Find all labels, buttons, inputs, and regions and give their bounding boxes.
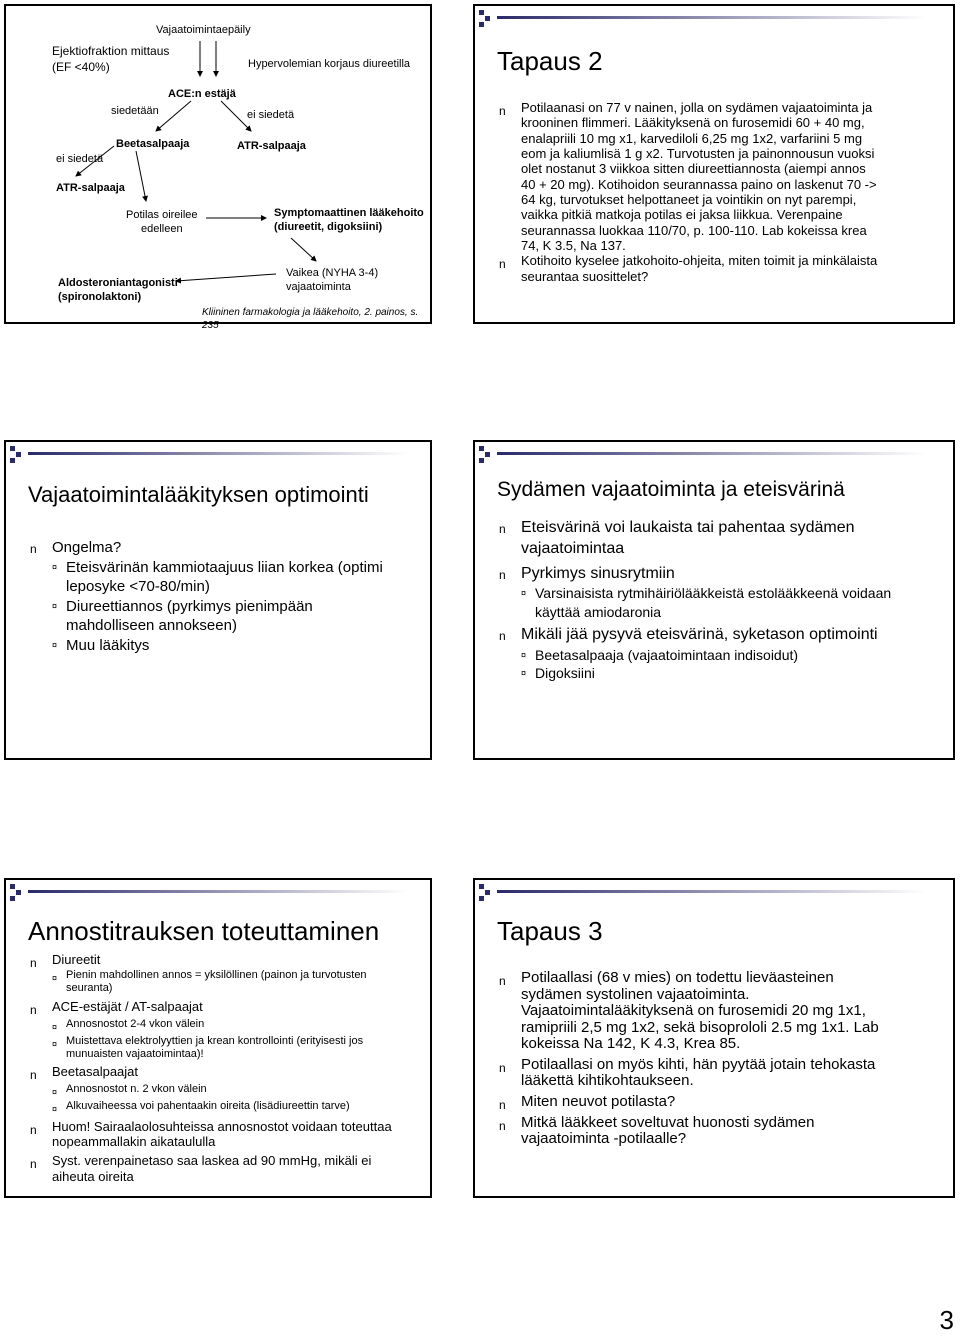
- sub-item: ¤ Eteisvärinän kammiotaajuus liian korkea (optimi leposyke <70-80/min): [52, 558, 383, 595]
- corner-decoration: [10, 884, 58, 904]
- corner-decoration: [479, 10, 527, 30]
- slide-6-case: [473, 878, 955, 1198]
- page-number: 3: [939, 1305, 954, 1335]
- bullet-list: [499, 518, 899, 682]
- list-item: n ACE-estäjät / AT-salpaajat: [30, 998, 203, 1017]
- sub-item: ¤ Alkuvaiheessa voi pahentaakin oireita (lisädiureettin tarve): [52, 1100, 350, 1115]
- slide-5-titration: [4, 878, 432, 1198]
- label-severe: Vaikea (NYHA 3-4) vajaatoiminta: [286, 267, 379, 294]
- slide-title: Annostitrauksen toteuttaminen: [28, 916, 380, 946]
- label-atr-left: ATR-salpaaja: [56, 182, 125, 194]
- list-item: n Potilaallasi (68 v mies) on todettu lieväasteinen sydämen systolinen vajaatoiminta. Vajaatoimintalääkityksenä on furosemidi 20 mg 1x1, ramipriili 2,5 mg 1x2, sekä bisoprololi 2.5 mg 1x1. Lab kokeissa Na 142, K 4.3, Krea 85.: [499, 969, 879, 1052]
- list-item: n Mitkä lääkkeet soveltuvat huonosti sydämen vajaatoiminta -potilaalle?: [499, 1113, 815, 1147]
- corner-decoration: [479, 884, 527, 904]
- list-item: n Eteisvärinä voi laukaista tai pahentaa sydämen vajaatoimintaa: [499, 519, 855, 557]
- slide-title: Tapaus 2: [497, 46, 603, 76]
- list-item: n Ongelma?: [30, 539, 122, 556]
- list-item: n Beetasalpaajat: [30, 1064, 139, 1083]
- sub-item: ¤ Beetasalpaaja (vajaatoimintaan indisoidut): [521, 646, 799, 663]
- slide-3-optimization: [4, 440, 432, 760]
- slide-title: Sydämen vajaatoiminta ja eteisvärinä: [497, 478, 845, 501]
- bullet-list: [499, 100, 879, 284]
- label-monitoring: Vajaatoimintaepäily: [156, 24, 251, 36]
- sub-item: ¤ Digoksiini: [521, 664, 595, 681]
- sub-item: ¤ Annosnostot 2-4 vkon välein: [52, 1017, 205, 1032]
- label-not-tolerated-right: ei siedetä: [247, 109, 295, 121]
- list-item: n Miten neuvot potilasta?: [499, 1092, 676, 1112]
- sub-item: ¤ Muistettava elektrolyyttien ja krean kontrollointi (erityisesti jos munuaisten vajaatoimintaa)!: [52, 1034, 364, 1060]
- label-tolerated: siedetään: [111, 105, 159, 117]
- sub-item: ¤ Varsinaisista rytmihäiriölääkkeistä estolääkkeenä voidaan käyttää amiodaronia: [521, 585, 892, 620]
- list-item: n Potilaanasi on 77 v nainen, jolla on sydämen vajaatoiminta ja krooninen flimmeri. Lääkityksenä on furosemidi 60 + 40 mg, enalapriili 10 mg x1, karvediloli 6,25 mg 1x2, varfariini 5 mg eom ja kaliumlisä 1 g x2. Turvotusten ja painonnousun vuoksi olet nostanut 3 viikkoa sitten diureettiannosta (aiempi annos 40 + 20 mg). Kotihoidon seurannassa paino on laskenut 70 -> 64 kg, turvotukset helpottaneet ja vointikin on nyt parempi, vaikka pitkiä matkoja potilas ei jaksa liikkua. Verenpaine seurannassa luokkaa 110/70, p. 100-110. Lab kokeissa krea 74, K 3.5, Na 137.: [499, 100, 877, 253]
- sub-item: ¤ Muu lääkitys: [52, 636, 150, 654]
- bullet-list: [30, 952, 410, 1184]
- list-item: n Potilaallasi on myös kihti, hän pyytää jotain tehokasta lääkettä kihtikohtaukseen.: [499, 1055, 876, 1089]
- sub-item: ¤ Diureettiannos (pyrkimys pienimpään mahdolliseen annokseen): [52, 597, 313, 634]
- list-item: n Pyrkimys sinusrytmiin: [499, 564, 675, 582]
- corner-decoration: [10, 446, 58, 466]
- bullet-list: [499, 970, 889, 1148]
- label-beta: Beetasalpaaja: [116, 138, 190, 150]
- list-item: n Diureetit: [30, 952, 101, 970]
- source-citation: Kliininen farmakologia ja lääkehoito, 2. painos, s. 235: [202, 307, 419, 331]
- label-symptomatic: Symptomaattinen lääkehoito (diureetit, digoksiini): [274, 207, 424, 234]
- label-heart-failure: Ejektiofraktion mittaus (EF <40%): [52, 44, 170, 74]
- label-not-tolerated-left: ei siedetä: [56, 153, 104, 165]
- slide-2-case: [473, 4, 955, 324]
- list-item: n Huom! Sairaalaolosuhteissa annosnostot voidaan toteuttaa nopeammallakin aikataululla: [30, 1118, 392, 1150]
- slide-title: Tapaus 3: [497, 916, 603, 946]
- list-item: n Kotihoito kyselee jatkohoito-ohjeita, miten toimit ja minkälaista seurantaa suosittelet?: [499, 253, 878, 284]
- label-ace: ACE:n estäjä: [168, 88, 236, 100]
- bullet-list: [30, 538, 400, 655]
- list-item: n Syst. verenpainetaso saa laskea ad 90 mmHg, mikäli ei aiheuta oireita: [30, 1153, 372, 1184]
- label-symptoms: Potilas oireilee edelleen: [126, 209, 198, 236]
- sub-item: ¤ Pienin mahdollinen annos = yksilöllinen (painon ja turvotusten seuranta): [52, 969, 367, 994]
- list-item: n Mikäli jää pysyvä eteisvärinä, syketason optimointi: [499, 625, 878, 643]
- label-atr-right: ATR-salpaaja: [237, 140, 306, 152]
- slide-title: Vajaatoimintalääkityksen optimointi: [28, 482, 369, 507]
- sub-item: ¤ Annosnostot n. 2 vkon välein: [52, 1083, 207, 1098]
- label-aldosterone: Aldosteroniantagonisti (spironolaktoni): [58, 277, 178, 304]
- diagram-arrows: [6, 6, 434, 326]
- label-hypervolemia: Hypervolemian korjaus diureetilla: [248, 58, 411, 70]
- slide-4-atrial-fibrillation: [473, 440, 955, 760]
- corner-decoration: [479, 446, 527, 466]
- slide-1-diagram: [4, 4, 432, 331]
